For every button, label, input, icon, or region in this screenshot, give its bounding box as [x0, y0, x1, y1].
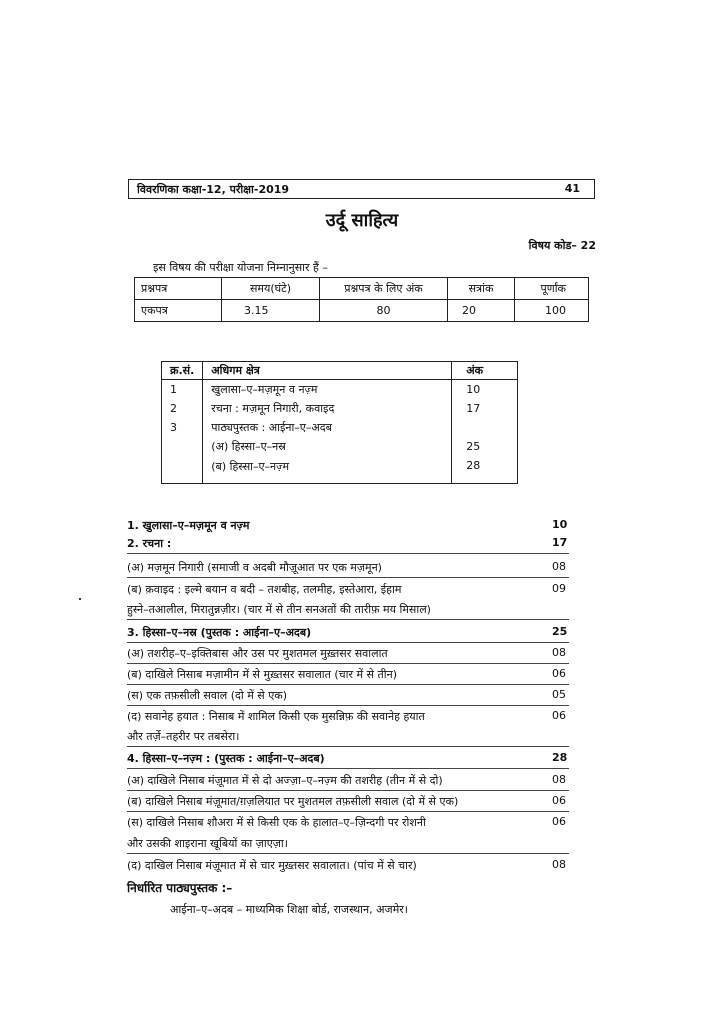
table-cell: 28 [452, 456, 518, 484]
item-marks: 08 [552, 858, 566, 871]
item-marks: 08 [552, 646, 566, 659]
divider [127, 619, 569, 620]
table-cell: 100 [515, 300, 589, 322]
syllabus-item: (स) दाखिले निसाब शौअरा में से किसी एक के हालात–ए–ज़िन्दगी पर रोशनी [127, 816, 426, 829]
divider [127, 853, 569, 854]
divider [127, 663, 569, 664]
item-marks: 06 [552, 794, 566, 807]
table-row [162, 399, 518, 418]
table-cell: 25 [452, 437, 518, 456]
document-title: उर्दू साहित्य [325, 210, 399, 231]
section-marks: 25 [552, 625, 568, 638]
syllabus-item: (ब) दाखिले निसाब मज़ामीन में से मुख़्तसर सवालात (चार में से तीन) [127, 668, 398, 681]
table-row [162, 437, 518, 456]
table-cell: रचना : मज़मून निगारी, कवाइद [203, 399, 452, 418]
table-header-cell: समय(घंटे) [222, 278, 320, 300]
syllabus-item: (द) सवानेह हयात : निसाब में शामिल किसी एक मुसन्निफ़ की सवानेह हयात [127, 710, 425, 723]
item-marks: 09 [552, 582, 566, 595]
section-heading: 2. रचना : [127, 537, 172, 550]
subject-code: विषय कोड– 22 [528, 239, 596, 252]
table-header-row [162, 362, 518, 380]
section-marks: 28 [552, 751, 568, 764]
table-row [162, 380, 518, 400]
divider [127, 746, 569, 747]
table-header-cell: क्र.सं. [162, 362, 203, 380]
item-marks: 06 [552, 667, 566, 680]
table-cell: 2 [162, 399, 203, 418]
page-header [128, 179, 595, 199]
table-cell [162, 456, 203, 484]
table-header-row [135, 278, 589, 300]
syllabus-item: (स) एक तफ़सीली सवाल (दो में से एक) [127, 689, 288, 702]
section-marks: 17 [552, 536, 568, 549]
table-row [162, 456, 518, 484]
divider [127, 642, 569, 643]
header-title: विवरणिका कक्षा-12, परीक्षा-2019 [137, 183, 290, 196]
syllabus-item: (अ) तशरीह–ए–इक्तिबास और उस पर मुशतमल मुख़्तसर सवालात [127, 647, 388, 660]
divider [127, 553, 569, 554]
table-cell: 10 [452, 380, 518, 400]
item-marks: 08 [552, 560, 566, 573]
item-marks: 05 [552, 688, 566, 701]
syllabus-item: (अ) मज़मून निगारी (समाजी व अदबी मौज़ूआत पर एक मज़मून) [127, 561, 382, 574]
divider [127, 790, 569, 791]
table-cell: (अ) हिस्सा–ए–नस्र [203, 437, 452, 456]
prescribed-book: आईना–ए–अदब – माध्यमिक शिक्षा बोर्ड, राजस्थान, अजमेर। [170, 903, 408, 916]
page-number: 41 [564, 182, 580, 195]
syllabus-item: (द) दाखिल निसाब मंज़ूमात में से चार मुख़्तसर सवालात। (पांच में से चार) [127, 859, 417, 872]
table-cell [452, 418, 518, 437]
item-marks: 06 [552, 815, 566, 828]
table-row [162, 418, 518, 437]
syllabus-item: और तर्ज़े–तहरीर पर तबसेरा। [127, 730, 240, 743]
item-marks: 08 [552, 773, 566, 786]
table-cell: 3 [162, 418, 203, 437]
syllabus-item: (ब) दाखिले निसाब मंज़ूमात/ग़ज़लियात पर मुशतमल तफ़सीली सवाल (दो में से एक) [127, 795, 459, 808]
section-heading: 4. हिस्सा–ए–नज़्म : (पुस्तक : आईना–ए–अदब) [127, 752, 325, 765]
table-header-cell: सत्रांक [448, 278, 515, 300]
table-cell: 1 [162, 380, 203, 400]
syllabus-item: (ब) क़वाइद : इल्मे बयान व बदी – तशबीह, तलमीह, इस्तेआरा, ईहाम [127, 583, 402, 596]
divider [127, 684, 569, 685]
item-marks: 06 [552, 709, 566, 722]
table-cell: एकपत्र [135, 300, 222, 322]
divider [127, 811, 569, 812]
exam-scheme-table [134, 277, 589, 322]
table-header-cell: अधिगम क्षेत्र [203, 362, 452, 380]
table-row [135, 300, 589, 322]
syllabus-item: और उसकी शाइराना खूबियों का ज़ाएज़ा। [127, 837, 288, 850]
intro-text: इस विषय की परीक्षा योजना निम्नानुसार हैं – [153, 261, 328, 274]
table-header-cell: प्रश्नपत्र [135, 278, 222, 300]
table-header-cell: अंक [452, 362, 518, 380]
table-cell: खुलासा–ए–मज़मून व नज़्म [203, 380, 452, 400]
syllabus-item: (अ) दाखिले निसाब मंज़ूमात में से दो अज्ज़ा–ए–नज़्म की तशरीह (तीन में से दो) [127, 774, 443, 787]
table-header-cell: प्रश्नपत्र के लिए अंक [320, 278, 448, 300]
divider [127, 768, 569, 769]
table-cell: पाठ्यपुस्तक : आईना–ए–अदब [203, 418, 452, 437]
divider [127, 705, 569, 706]
prescribed-book-heading: निर्धारित पाठ्यपुस्तक :– [127, 881, 233, 895]
table-cell: 17 [452, 399, 518, 418]
learning-areas-table [161, 361, 518, 484]
table-header-cell: पूर्णांक [515, 278, 589, 300]
table-cell [162, 437, 203, 456]
table-cell: (ब) हिस्सा–ए–नज़्म [203, 456, 452, 484]
stray-mark [79, 598, 81, 600]
table-cell: 80 [320, 300, 448, 322]
section-heading: 3. हिस्सा–ए–नस्र (पुस्तक : आईना–ए–अदब) [127, 626, 312, 639]
syllabus-item: हुस्ने–तआलील, मिरातुन्नज़ीर। (चार में से तीन सनअतों की तारीफ़ मय मिसाल) [127, 603, 431, 616]
section-marks: 10 [552, 518, 568, 531]
divider [127, 577, 569, 578]
section-heading: 1. खुलासा–ए–मज़मून व नज़्म [127, 519, 250, 532]
table-cell: 20 [448, 300, 515, 322]
table-cell: 3.15 [222, 300, 320, 322]
